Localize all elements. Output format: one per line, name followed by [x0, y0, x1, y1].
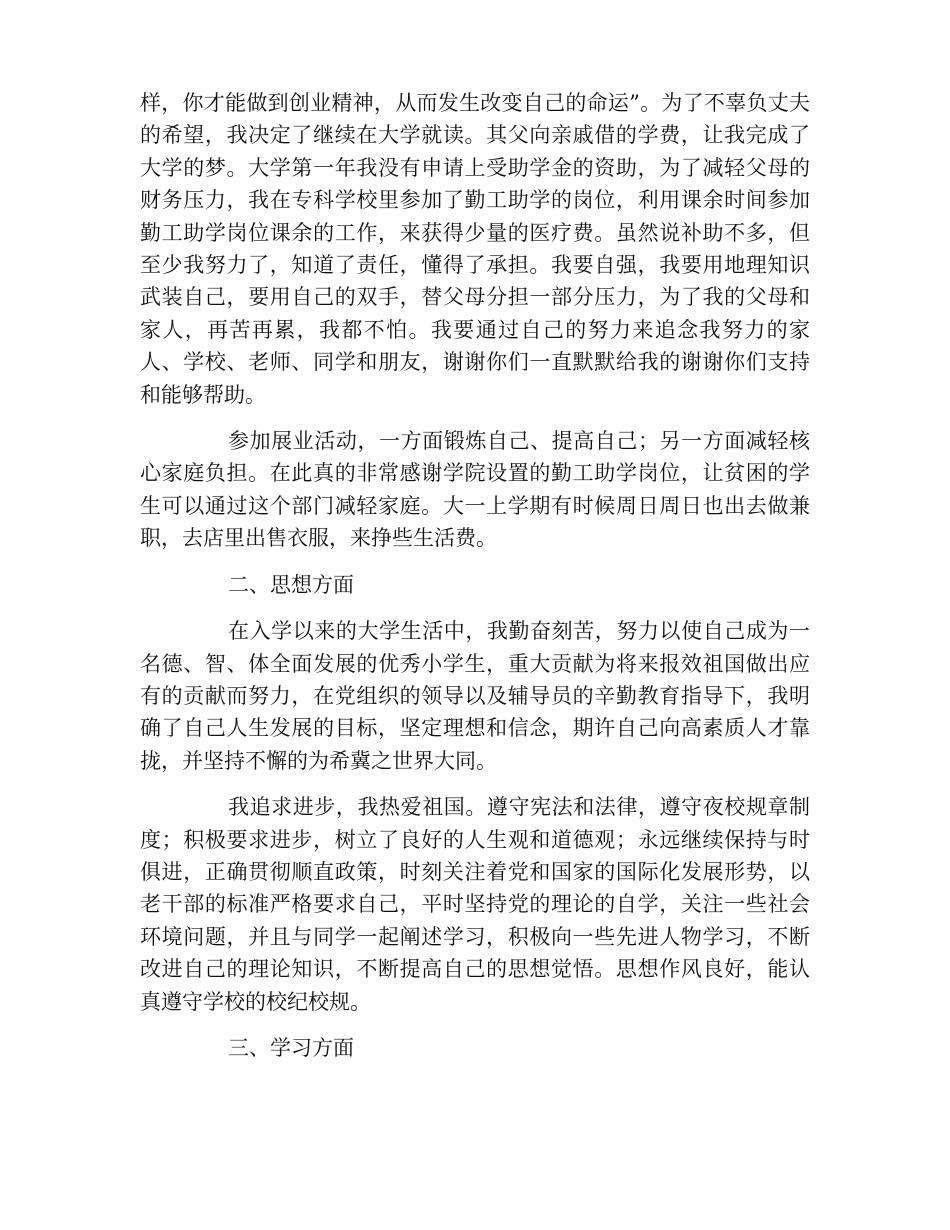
- paragraph-3: 在入学以来的大学生活中，我勤奋刻苦，努力以使自己成为一名德、智、体全面发展的优秀小学生，重大贡献为将来报效祖国做出应有的贡献而努力，在党组织的领导以及辅导员的辛勤教育指导下，我明确了自己人生发展的目标，坚定理想和信念，期许自己向高素质人才靠拢，并坚持不懈的为希冀之世界大同。: [140, 619, 810, 773]
- paragraph-4: 我追求进步，我热爱祖国。遵守宪法和法律，遵守夜校规章制度；积极要求进步，树立了良好的人生观和道德观；永远继续保持与时俱进，正确贯彻顺直政策，时刻关注着党和国家的国际化发展形势，以老干部的标准严格要求自己，平时坚持党的理论的自学，关注一些社会环境问题，并且与同学一起阐述学习，积极向一些先进人物学习，不断改进自己的理论知识，不断提高自己的思想觉悟。思想作风良好，能认真遵守学校的校纪校规。: [140, 795, 810, 1014]
- section-heading-study: 三、学习方面: [228, 1035, 354, 1060]
- section-heading-thought: 二、思想方面: [228, 572, 354, 597]
- paragraph-1: 样，你才能做到创业精神，从而发生改变自己的命运”。为了不辜负丈夫的希望，我决定了继续在大学就读。其父向亲戚借的学费，让我完成了大学的梦。大学第一年我没有申请上受助学金的资助，为了减轻父母的财务压力，我在专科学校里参加了勤工助学的岗位，利用课余时间参加勤工助学岗位课余的工作，来获得少量的医疗费。虽然说补助不多，但至少我努力了，知道了责任，懂得了承担。我要自强，我要用地理知识武装自己，要用自己的双手，替父母分担一部分压力，为了我的父母和家人，再苦再累，我都不怕。我要通过自己的努力来追念我努力的家人、学校、老师、同学和朋友，谢谢你们一直默默给我的谢谢你们支持和能够帮助。: [140, 91, 810, 407]
- paragraph-2: 参加展业活动，一方面锻炼自己、提高自己；另一方面减轻核心家庭负担。在此真的非常感谢学院设置的勤工助学岗位，让贫困的学生可以通过这个部门减轻家庭。大一上学期有时候周日周日也出去做兼职，去店里出售衣服，来挣些生活费。: [140, 429, 810, 551]
- document-body: [140, 87, 810, 1078]
